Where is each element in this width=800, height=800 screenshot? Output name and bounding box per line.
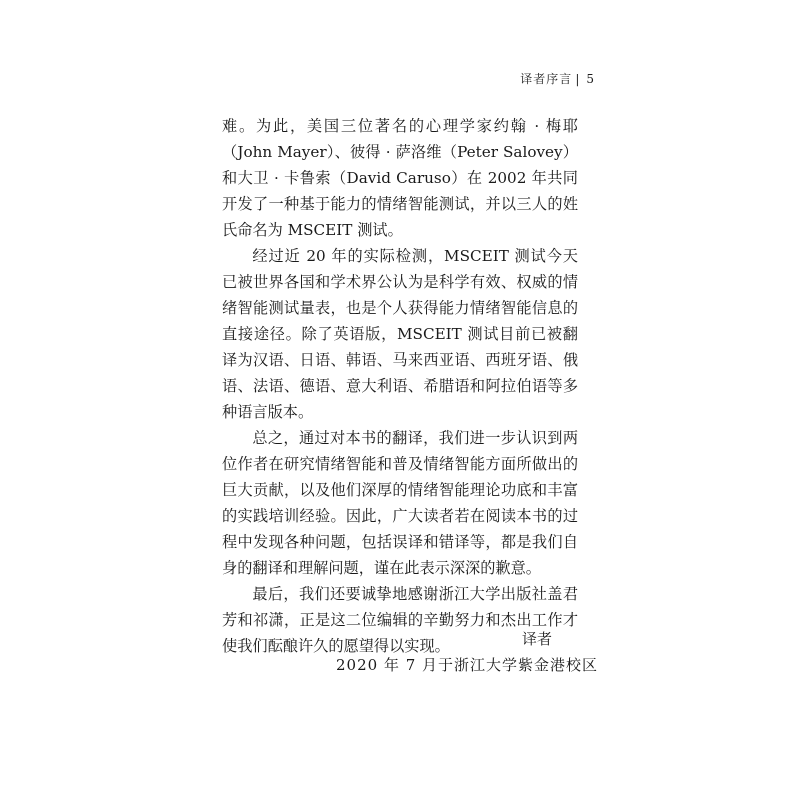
body-text	[222, 113, 578, 659]
section-title: 译者序言	[520, 72, 573, 86]
paragraph-acknowledgements: 最后，我们还要诚挚地感谢浙江大学出版社盖君芳和祁潇，正是这二位编辑的辛勤努力和杰出工作才使我们酝酿许久的愿望得以实现。	[222, 585, 578, 655]
paragraph-summary: 总之，通过对本书的翻译，我们进一步认识到两位作者在研究情绪智能和普及情绪智能方面所做出的巨大贡献，以及他们深厚的情绪智能理论功底和丰富的实践培训经验。因此，广大读者若在阅读本书的过程中发现各种问题，包括误译和错译等，都是我们自身的翻译和理解问题，谨在此表示深深的歉意。	[222, 429, 578, 577]
paragraph-msceit-validation: 经过近 20 年的实际检测，MSCEIT 测试今天已被世界各国和学术界公认为是科学有效、权威的情绪智能测试量表，也是个人获得能力情绪智能信息的直接途径。除了英语版，MSCEIT 测试目前已被翻译为汉语、日语、韩语、马来西亚语、西班牙语、俄语、法语、德语、意大利语、希腊语和阿拉伯语等多种语言版本。	[222, 247, 578, 421]
running-header	[520, 70, 595, 87]
page-number: 5	[586, 71, 595, 86]
header-separator: |	[575, 71, 581, 86]
translator-signature: 译者	[521, 630, 552, 648]
paragraph-continuation: 难。为此，美国三位著名的心理学家约翰 · 梅耶（John Mayer）、彼得 · 萨洛维（Peter Salovey）和大卫 · 卡鲁索（David Caruso）在 2002 年共同开发了一种基于能力的情绪智能测试，并以三人的姓氏命名为 MSCEIT 测试。	[222, 117, 578, 239]
date-place-line: 2020 年 7 月于浙江大学紫金港校区	[336, 656, 599, 674]
